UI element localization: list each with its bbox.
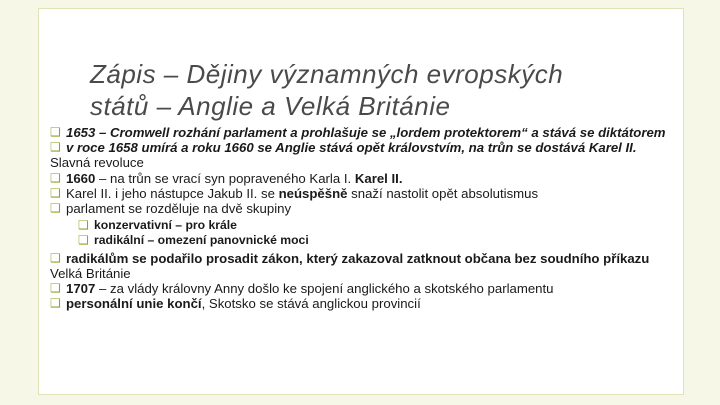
hollow-square-bullet-icon: ❑ [50,281,61,296]
item-jakub-a: Karel II. i jeho nástupce Jakub II. se [66,185,279,201]
item-1707-year: 1707 [66,281,96,297]
title-line-1: Zápis – Dějiny významných evropských [90,59,564,89]
list-item [50,281,676,296]
sub-list-item [50,218,676,233]
hollow-square-bullet-icon: ❑ [78,218,89,233]
item-1660-year: 1660 [66,170,96,186]
section-heading [50,155,676,170]
item-radicals: radikální – omezení panovnické moci [94,233,309,248]
heading-glorious-revolution: Slavná revoluce [50,155,144,171]
item-jakub-b: snaží nastolit opět absolutismus [347,185,539,201]
item-jakub-bold: neúspěšně [278,185,348,201]
list-item [50,186,676,201]
section-heading [50,266,676,281]
hollow-square-bullet-icon: ❑ [50,201,61,216]
item-cromwell: 1653 – Cromwell rozhání parlament a prohlašuje se „lordem protektorem“ a stává se diktátorem [66,125,666,140]
item-1707-text: – za vlády královny Anny došlo ke spojení anglického a skotského parlamentu [95,281,554,297]
item-union-text: , Skotsko se stává anglickou provincií [201,296,421,312]
heading-great-britain: Velká Británie [50,265,131,281]
list-item [50,171,676,186]
list-item [50,140,676,155]
list-item [50,125,676,140]
sub-list-item [50,233,676,248]
item-1660-king: Karel II. [354,170,403,186]
hollow-square-bullet-icon: ❑ [50,140,61,155]
slide-content [50,125,676,311]
item-conservatives: konzervativní – pro krále [94,218,237,233]
list-item [50,251,676,266]
title-line-2: států – Anglie a Velká Británie [90,91,451,121]
item-union-bold: personální unie končí [66,296,202,312]
hollow-square-bullet-icon: ❑ [50,125,61,139]
hollow-square-bullet-icon: ❑ [50,250,61,265]
hollow-square-bullet-icon: ❑ [50,170,61,185]
list-item [50,296,676,311]
hollow-square-bullet-icon: ❑ [78,233,89,248]
list-item [50,201,676,216]
item-parliament: parlament se rozděluje na dvě skupiny [66,201,292,217]
hollow-square-bullet-icon: ❑ [50,296,61,311]
item-habeas: radikálům se podařilo prosadit zákon, který zakazoval zatknout občana bez soudního příkazu [66,250,650,266]
item-1660-text: – na trůn se vrací syn popraveného Karla I. [95,170,355,186]
slide-title [90,58,650,122]
hollow-square-bullet-icon: ❑ [50,185,61,200]
item-charles: v roce 1658 umírá a roku 1660 se Anglie stává opět královstvím, na trůn se dostává Karel II. [66,140,637,156]
